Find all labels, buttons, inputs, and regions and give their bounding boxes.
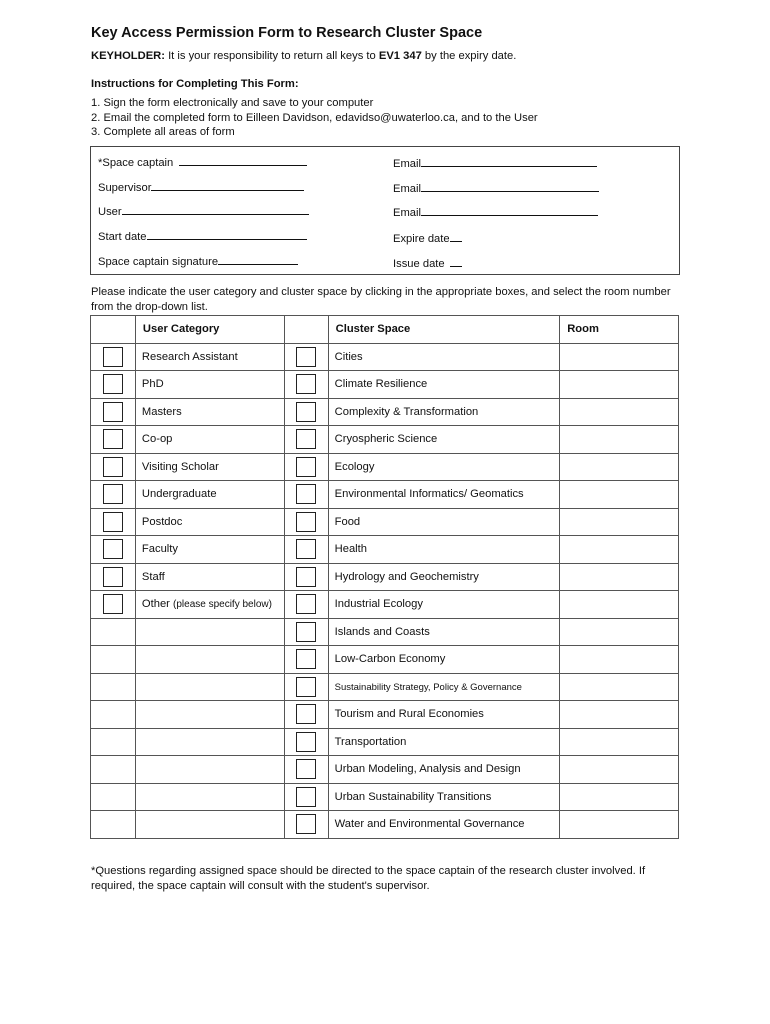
table-row: [91, 563, 679, 591]
space-captain-signature-field[interactable]: [98, 253, 298, 268]
table-row: [91, 426, 679, 454]
space-captain-label: *Space captain: [98, 157, 174, 169]
user-category-label: Masters: [141, 405, 182, 418]
cluster-space-checkbox[interactable]: [296, 814, 316, 834]
expire-date-field[interactable]: [393, 230, 462, 245]
cluster-space-checkbox[interactable]: [296, 374, 316, 394]
user-category-label: Co-op: [141, 433, 173, 446]
table-row: [91, 756, 679, 784]
user-field[interactable]: [98, 203, 309, 218]
room-dropdown[interactable]: [560, 563, 679, 591]
room-dropdown[interactable]: [560, 453, 679, 481]
cluster-space-checkbox[interactable]: [296, 539, 316, 559]
cluster-space-label: Urban Sustainability Transitions: [334, 790, 492, 803]
email-field-2[interactable]: [393, 180, 599, 195]
user-category-checkbox[interactable]: [103, 347, 123, 367]
user-category-checkbox[interactable]: [103, 374, 123, 394]
email-field-3[interactable]: [393, 204, 598, 219]
table-row: [91, 508, 679, 536]
other-note: (please specify below): [173, 599, 272, 611]
selection-table: [90, 315, 679, 839]
room-dropdown[interactable]: [560, 398, 679, 426]
cluster-space-label: Environmental Informatics/ Geomatics: [334, 488, 524, 501]
cluster-space-label: Ecology: [334, 460, 375, 473]
room-dropdown[interactable]: [560, 811, 679, 839]
user-category-checkbox[interactable]: [103, 512, 123, 532]
instruction-item: 2. Email the completed form to Eilleen Davidson, edavidso@uwaterloo.ca, and to the User: [91, 111, 538, 124]
table-row: [91, 783, 679, 811]
contact-info-box: [90, 146, 680, 275]
table-row: [91, 371, 679, 399]
cluster-space-label: Hydrology and Geochemistry: [334, 570, 479, 583]
user-category-label: Staff: [141, 570, 165, 583]
issue-date-field[interactable]: [393, 255, 462, 270]
cluster-space-label: Food: [334, 515, 361, 528]
room-dropdown[interactable]: [560, 728, 679, 756]
issue-date-label: Issue date: [393, 258, 445, 270]
user-category-checkbox[interactable]: [103, 539, 123, 559]
start-date-field[interactable]: [98, 228, 307, 243]
user-category-checkbox[interactable]: [103, 484, 123, 504]
cluster-space-checkbox[interactable]: [296, 594, 316, 614]
cluster-space-checkbox[interactable]: [296, 732, 316, 752]
table-header-row: [91, 316, 679, 344]
user-category-checkbox[interactable]: [103, 402, 123, 422]
other-label: Other: [141, 598, 170, 611]
cluster-space-label: Low-Carbon Economy: [334, 653, 446, 666]
cluster-space-label: Health: [334, 543, 367, 556]
user-category-label: Visiting Scholar: [141, 460, 219, 473]
space-captain-field[interactable]: [98, 154, 307, 169]
supervisor-field[interactable]: [98, 179, 304, 194]
selection-instructions: Please indicate the user category and cluster space by clicking in the appropriate boxes, and select the room number from the drop-down list.: [91, 286, 671, 313]
keyholder-notice: [91, 50, 516, 62]
room-dropdown[interactable]: [560, 481, 679, 509]
table-row: [91, 646, 679, 674]
header-room: Room: [560, 316, 679, 344]
cluster-space-checkbox[interactable]: [296, 512, 316, 532]
cluster-space-checkbox[interactable]: [296, 347, 316, 367]
expire-date-label: Expire date: [393, 233, 450, 245]
table-row: [91, 398, 679, 426]
email-label: Email: [393, 207, 421, 219]
form-title: Key Access Permission Form to Research Cluster Space: [91, 25, 483, 41]
user-category-label: Undergraduate: [141, 488, 217, 501]
table-row: [91, 481, 679, 509]
cluster-space-checkbox[interactable]: [296, 677, 316, 697]
email-field-1[interactable]: [393, 155, 597, 170]
email-label: Email: [393, 183, 421, 195]
table-row: [91, 618, 679, 646]
cluster-space-checkbox[interactable]: [296, 567, 316, 587]
cluster-space-label: Water and Environmental Governance: [334, 818, 525, 831]
room-dropdown[interactable]: [560, 756, 679, 784]
cluster-space-checkbox[interactable]: [296, 787, 316, 807]
user-category-checkbox[interactable]: [103, 429, 123, 449]
user-category-checkbox[interactable]: [103, 567, 123, 587]
header-cluster-checkbox-col: [284, 316, 328, 344]
table-row: [91, 453, 679, 481]
signature-label: Space captain signature: [98, 256, 219, 268]
room-dropdown[interactable]: [560, 343, 679, 371]
user-category-checkbox[interactable]: [103, 594, 123, 614]
room-dropdown[interactable]: [560, 508, 679, 536]
room-dropdown[interactable]: [560, 426, 679, 454]
cluster-space-checkbox[interactable]: [296, 402, 316, 422]
cluster-space-checkbox[interactable]: [296, 429, 316, 449]
table-row: [91, 673, 679, 701]
instructions-heading: Instructions for Completing This Form:: [91, 78, 299, 90]
room-dropdown[interactable]: [560, 591, 679, 619]
cluster-space-label: Industrial Ecology: [334, 598, 423, 611]
header-user-category: User Category: [135, 316, 284, 344]
room-dropdown[interactable]: [560, 371, 679, 399]
user-category-label: PhD: [141, 378, 164, 391]
instructions-list: [91, 96, 538, 140]
cluster-space-label: Cities: [334, 350, 363, 363]
email-label: Email: [393, 158, 421, 170]
room-dropdown[interactable]: [560, 618, 679, 646]
user-label: User: [98, 206, 122, 218]
room-dropdown[interactable]: [560, 536, 679, 564]
room-dropdown[interactable]: [560, 646, 679, 674]
user-category-label: Postdoc: [141, 515, 183, 528]
footer-note: *Questions regarding assigned space should be directed to the space captain of the research cluster involved. If required, the space captain will consult with the student's supervisor.: [91, 865, 646, 892]
instruction-item: 1. Sign the form electronically and save to your computer: [91, 97, 374, 109]
cluster-space-label: Climate Resilience: [334, 378, 428, 391]
instruction-item: 3. Complete all areas of form: [91, 126, 235, 138]
cluster-space-label: Cryospheric Science: [334, 433, 438, 446]
cluster-space-checkbox[interactable]: [296, 457, 316, 477]
cluster-space-label: Transportation: [334, 735, 407, 748]
keyholder-text-after: by the expiry date.: [424, 50, 517, 62]
room-dropdown[interactable]: [560, 673, 679, 701]
keyholder-label: KEYHOLDER:: [91, 50, 165, 62]
user-category-label: Research Assistant: [141, 350, 238, 363]
table-row: [91, 536, 679, 564]
keyholder-room: EV1 347: [378, 50, 422, 62]
cluster-space-label: Complexity & Transformation: [334, 405, 479, 418]
cluster-space-label: Urban Modeling, Analysis and Design: [334, 763, 521, 776]
supervisor-label: Supervisor: [98, 182, 152, 194]
start-date-label: Start date: [98, 231, 147, 243]
cluster-space-label: Sustainability Strategy, Policy & Governance: [334, 681, 522, 693]
header-cluster-space: Cluster Space: [328, 316, 560, 344]
room-dropdown[interactable]: [560, 701, 679, 729]
cluster-space-checkbox[interactable]: [296, 704, 316, 724]
cluster-space-label: Tourism and Rural Economies: [334, 708, 484, 721]
keyholder-text-before: It is your responsibility to return all keys to: [168, 50, 376, 62]
header-user-checkbox-col: [91, 316, 136, 344]
room-dropdown[interactable]: [560, 783, 679, 811]
table-row: [91, 728, 679, 756]
cluster-space-checkbox[interactable]: [296, 622, 316, 642]
cluster-space-label: Islands and Coasts: [334, 625, 430, 638]
cluster-space-checkbox[interactable]: [296, 649, 316, 669]
table-row: [91, 591, 679, 619]
cluster-space-checkbox[interactable]: [296, 759, 316, 779]
user-category-checkbox[interactable]: [103, 457, 123, 477]
cluster-space-checkbox[interactable]: [296, 484, 316, 504]
user-category-label: Faculty: [141, 543, 178, 556]
table-row: [91, 811, 679, 839]
table-row: [91, 701, 679, 729]
table-row: [91, 343, 679, 371]
